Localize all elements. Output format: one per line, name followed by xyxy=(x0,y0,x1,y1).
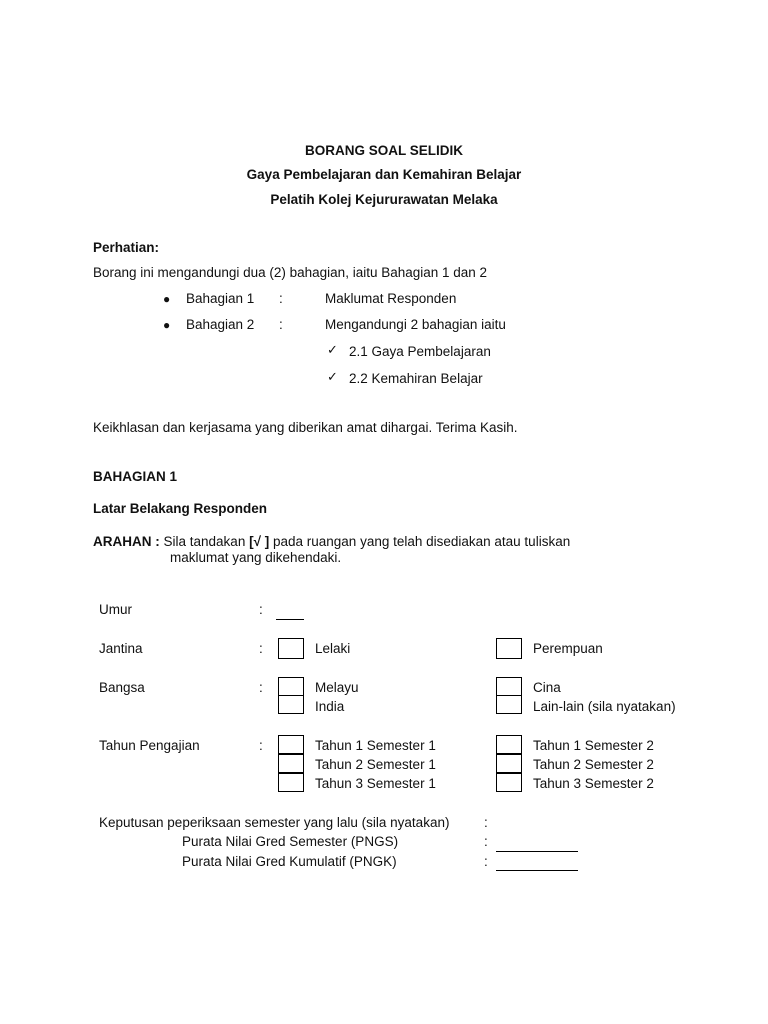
field-colon: : xyxy=(259,602,263,617)
subitem-text: 2.2 Kemahiran Belajar xyxy=(349,371,483,386)
checkbox-tahun2-sem2[interactable] xyxy=(496,754,522,773)
option-lelaki: Lelaki xyxy=(315,641,351,656)
subitem-text: 2.1 Gaya Pembelajaran xyxy=(349,344,491,359)
age-label: Umur xyxy=(99,602,132,617)
checkbox-lain-lain[interactable] xyxy=(496,695,522,714)
option-tahun2-sem1: Tahun 2 Semester 1 xyxy=(315,757,436,772)
option-cina: Cina xyxy=(533,680,561,695)
form-institution: Pelatih Kolej Kejururawatan Melaka xyxy=(270,192,498,207)
form-title: BORANG SOAL SELIDIK xyxy=(304,143,463,158)
bullet-icon: ● xyxy=(163,318,171,332)
checkbox-perempuan[interactable] xyxy=(496,638,522,659)
option-tahun2-sem2: Tahun 2 Semester 2 xyxy=(533,757,654,772)
instruction-mark: [√ ] xyxy=(249,534,270,549)
bullet-label: Bahagian 1 xyxy=(186,291,255,306)
option-lain-lain: Lain-lain (sila nyatakan) xyxy=(533,699,676,714)
checkbox-melayu[interactable] xyxy=(278,677,304,696)
notice-heading: Perhatian: xyxy=(93,240,160,255)
checkbox-india[interactable] xyxy=(278,695,304,714)
field-colon: : xyxy=(484,854,488,869)
instruction-line2: maklumat yang dikehendaki. xyxy=(170,550,342,565)
field-colon: : xyxy=(259,641,263,656)
pngk-input-line[interactable] xyxy=(496,870,578,871)
pngk-label: Purata Nilai Gred Kumulatif (PNGK) xyxy=(182,854,397,869)
closing-note: Keikhlasan dan kerjasama yang diberikan amat dihargai. Terima Kasih. xyxy=(93,420,518,435)
instruction-text: pada ruangan yang telah disediakan atau tuliskan xyxy=(269,534,571,549)
checkbox-lelaki[interactable] xyxy=(278,638,304,659)
race-label: Bangsa xyxy=(99,680,145,695)
age-input-line[interactable] xyxy=(276,619,304,620)
bullet-icon: ● xyxy=(163,292,171,306)
pngs-label: Purata Nilai Gred Semester (PNGS) xyxy=(182,834,399,849)
option-perempuan: Perempuan xyxy=(533,641,603,656)
field-colon: : xyxy=(259,738,263,753)
option-india: India xyxy=(315,699,345,714)
checkbox-tahun2-sem1[interactable] xyxy=(278,754,304,773)
checkbox-tahun1-sem1[interactable] xyxy=(278,735,304,754)
option-tahun3-sem1: Tahun 3 Semester 1 xyxy=(315,776,436,791)
section-subheading: Latar Belakang Responden xyxy=(93,501,268,516)
notice-intro: Borang ini mengandungi dua (2) bahagian, iaitu Bahagian 1 dan 2 xyxy=(93,265,488,280)
gender-label: Jantina xyxy=(99,641,143,656)
bullet-label: Bahagian 2 xyxy=(186,317,255,332)
bullet-desc: Mengandungi 2 bahagian iaitu xyxy=(325,317,506,332)
instruction-text: Sila tandakan xyxy=(163,534,250,549)
option-tahun1-sem2: Tahun 1 Semester 2 xyxy=(533,738,654,753)
pngs-input-line[interactable] xyxy=(496,851,578,852)
instruction-label: ARAHAN : xyxy=(93,534,160,549)
bullet-desc: Maklumat Responden xyxy=(325,291,457,306)
option-melayu: Melayu xyxy=(315,680,359,695)
checkbox-tahun1-sem2[interactable] xyxy=(496,735,522,754)
checkbox-tahun3-sem2[interactable] xyxy=(496,773,522,792)
checkbox-cina[interactable] xyxy=(496,677,522,696)
option-tahun1-sem1: Tahun 1 Semester 1 xyxy=(315,738,436,753)
exam-label: Keputusan peperiksaan semester yang lalu (sila nyatakan) xyxy=(99,815,450,830)
field-colon: : xyxy=(484,815,488,830)
bullet-separator: : xyxy=(279,291,283,306)
checkmark-icon: ✓ xyxy=(327,343,338,358)
bullet-separator: : xyxy=(279,317,283,332)
field-colon: : xyxy=(484,834,488,849)
instruction xyxy=(93,534,570,550)
option-tahun3-sem2: Tahun 3 Semester 2 xyxy=(533,776,654,791)
field-colon: : xyxy=(259,680,263,695)
study-year-label: Tahun Pengajian xyxy=(99,738,200,753)
section-heading: BAHAGIAN 1 xyxy=(93,469,178,484)
checkbox-tahun3-sem1[interactable] xyxy=(278,773,304,792)
form-subtitle: Gaya Pembelajaran dan Kemahiran Belajar xyxy=(246,167,522,182)
checkmark-icon: ✓ xyxy=(327,370,338,385)
